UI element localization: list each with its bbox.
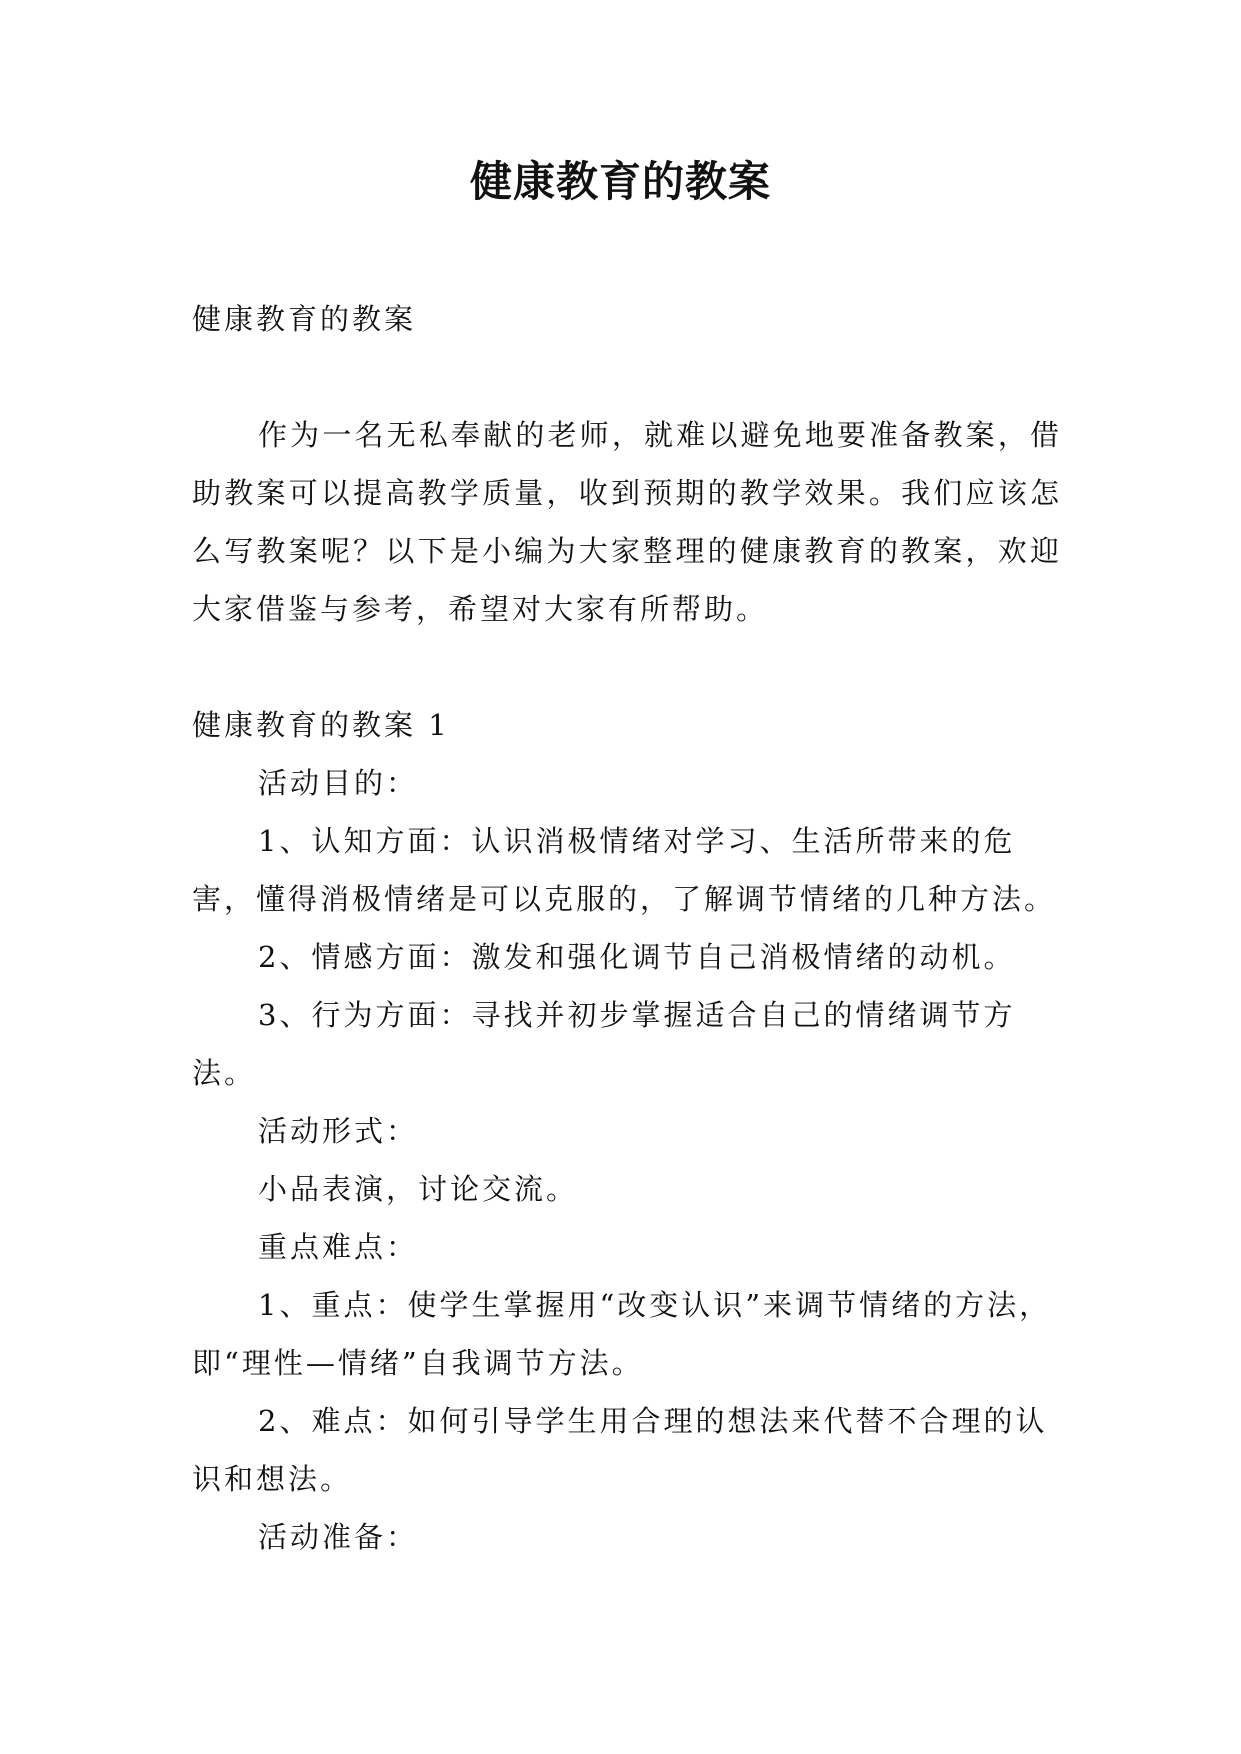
goal-item-2: 2、情感方面：激发和强化调节自己消极情绪的动机。 [258, 940, 1016, 974]
section-heading: 健康教育的教案 1 [192, 708, 450, 742]
form-text: 小品表演，讨论交流。 [258, 1172, 579, 1206]
goal-item-3: 3、行为方面：寻找并初步掌握适合自己的情绪调节方法。 [192, 998, 1016, 1090]
key-item-2: 2、难点：如何引导学生用合理的想法来代替不合理的认识和想法。 [192, 1404, 1048, 1496]
key-item-1: 1、重点：使学生掌握用“改变认识”来调节情绪的方法，即“理性—情绪”自我调节方法。 [192, 1288, 1052, 1380]
key-label: 重点难点： [258, 1230, 419, 1264]
prep-label: 活动准备： [258, 1520, 419, 1554]
intro-paragraph: 作为一名无私奉献的老师，就难以避免地要准备教案，借助教案可以提高教学质量，收到预期的教学效果。我们应该怎么写教案呢？以下是小编为大家整理的健康教育的教案，欢迎大家借鉴与参考，希望对大家有所帮助。 [192, 418, 1062, 626]
document-body [192, 290, 1062, 1566]
goal-item-1: 1、认知方面：认识消极情绪对学习、生活所带来的危害，懂得消极情绪是可以克服的，了解调节情绪的几种方法。 [192, 824, 1057, 916]
form-label: 活动形式： [258, 1114, 419, 1148]
goal-label: 活动目的： [258, 766, 419, 800]
document-subtitle: 健康教育的教案 [192, 302, 417, 336]
document-title: 健康教育的教案 [469, 157, 771, 206]
